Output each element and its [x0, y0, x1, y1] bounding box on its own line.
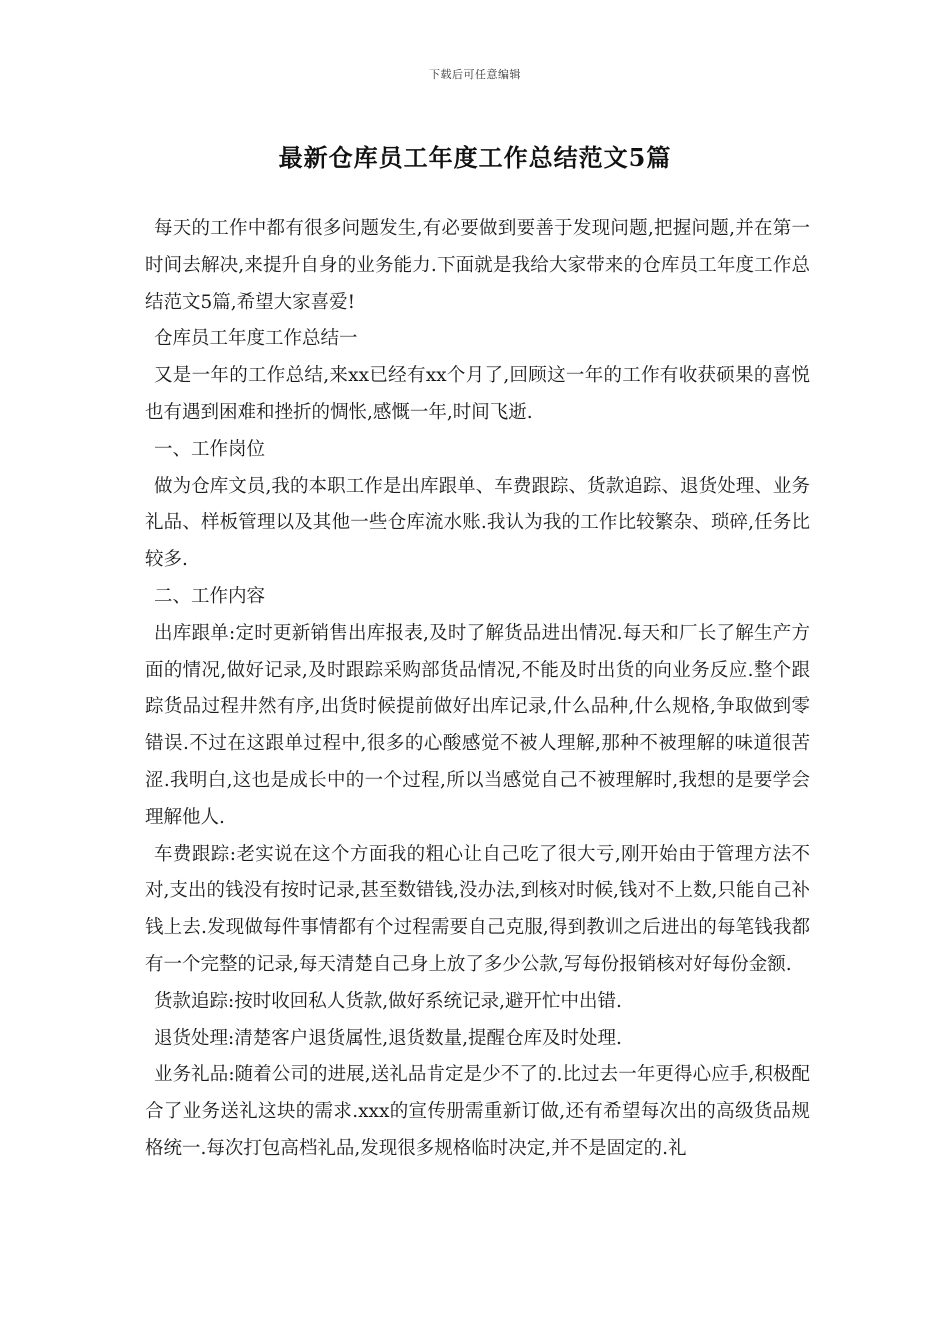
body-paragraph: 车费跟踪:老实说在这个方面我的粗心让自己吃了很大亏,刚开始由于管理方法不对,支出的钱没有按时记录,甚至数错钱,没办法,到核对时候,钱对不上数,只能自己补钱上去.发现做每件事情都有个过程需要自己克服,得到教训之后进出的每笔钱我都有一个完整的记录,每天清楚自己身上放了多少公款,写每份报销核对好每份金额.	[145, 843, 810, 975]
intro-paragraph: 每天的工作中都有很多问题发生,有必要做到要善于发现问题,把握问题,并在第一时间去解决,来提升自身的业务能力.下面就是我给大家带来的仓库员工年度工作总结范文5篇,希望大家喜爱!	[145, 218, 810, 313]
document-body	[145, 211, 810, 1168]
body-paragraph: 业务礼品:随着公司的进展,送礼品肯定是少不了的.比过去一年更得心应手,积极配合了业务送礼这块的需求.xxx的宣传册需重新订做,还有希望每次出的高级货品规格统一.每次打包高档礼品,发现很多规格临时决定,并不是固定的.礼	[145, 1064, 810, 1159]
section-heading-summary-one: 仓库员工年度工作总结一	[154, 328, 358, 350]
body-paragraph: 退货处理:清楚客户退货属性,退货数量,提醒仓库及时处理.	[154, 1027, 622, 1049]
section-heading-job-position: 一、工作岗位	[154, 438, 266, 460]
body-paragraph: 出库跟单:定时更新销售出库报表,及时了解货品进出情况.每天和厂长了解生产方面的情况,做好记录,及时跟踪采购部货品情况,不能及时出货的向业务反应.整个跟踪货品过程井然有序,出货时候提前做好出库记录,什么品种,什么规格,争取做到零错误.不过在这跟单过程中,很多的心酸感觉不被人理解,那种不被理解的味道很苦涩.我明白,这也是成长中的一个过程,所以当感觉自己不被理解时,我想的是要学会理解他人.	[145, 622, 810, 828]
document-title: 最新仓库员工年度工作总结范文5篇	[278, 143, 672, 172]
header-note: 下载后可任意编辑	[429, 68, 521, 81]
section-heading-job-content: 二、工作内容	[154, 585, 266, 607]
body-paragraph: 货款追踪:按时收回私人货款,做好系统记录,避开忙中出错.	[154, 990, 622, 1012]
body-paragraph: 又是一年的工作总结,来xx已经有xx个月了,回顾这一年的工作有收获硕果的喜悦也有遇到困难和挫折的惆怅,感慨一年,时间飞逝.	[145, 365, 810, 423]
body-paragraph: 做为仓库文员,我的本职工作是出库跟单、车费跟踪、货款追踪、退货处理、业务礼品、样板管理以及其他一些仓库流水账.我认为我的工作比较繁杂、琐碎,任务比较多.	[145, 475, 810, 571]
